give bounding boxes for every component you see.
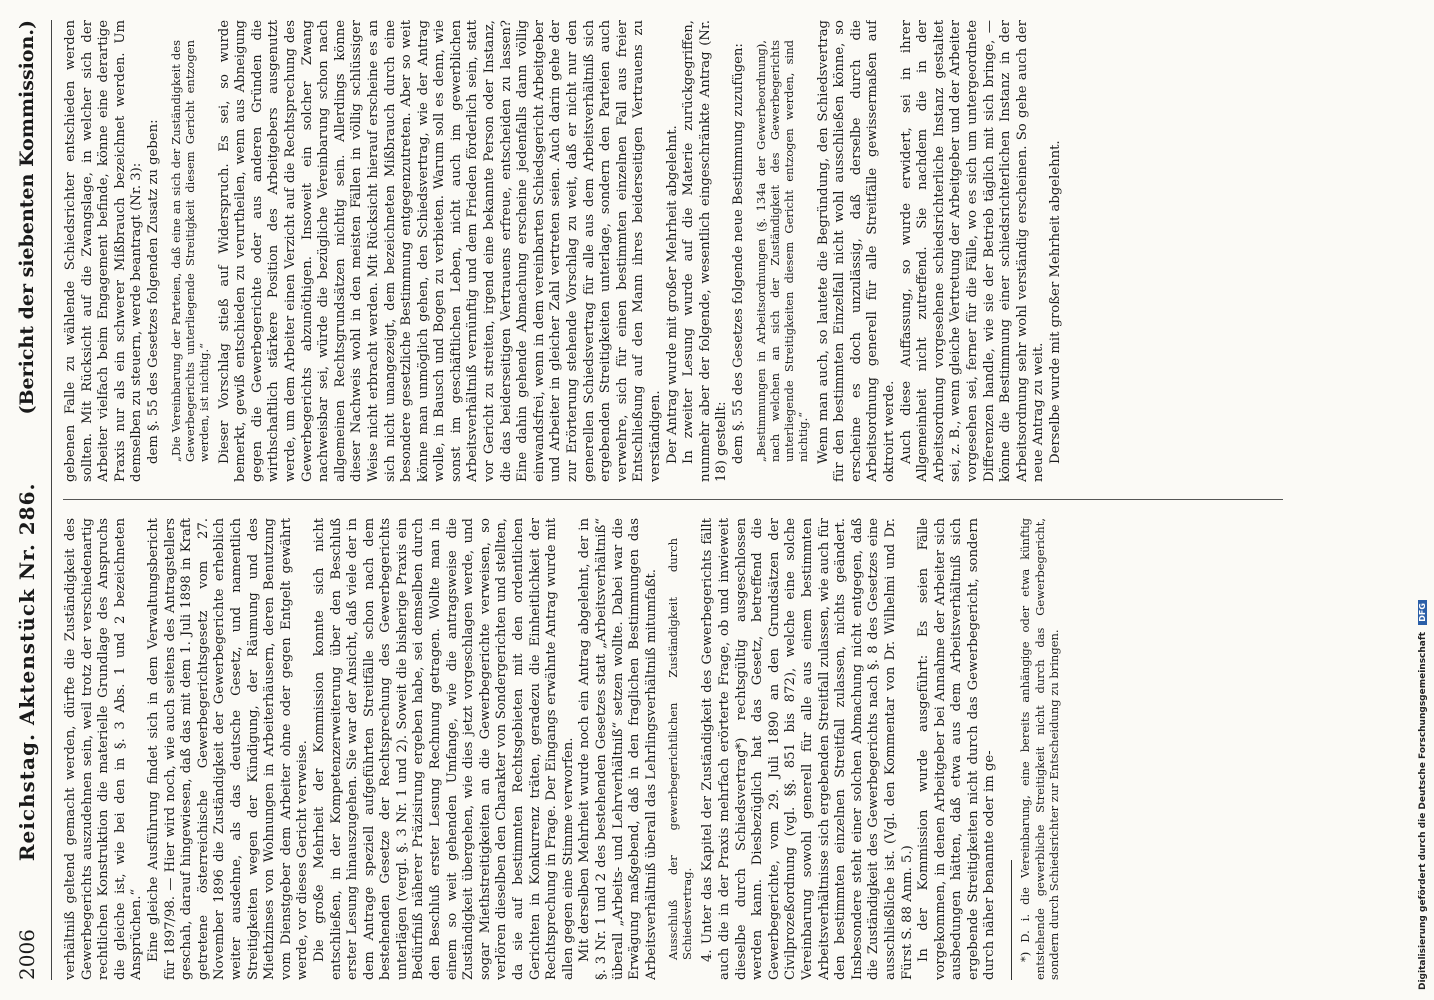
page-title: Reichstag. Aktenstück Nr. 286. — [15, 482, 39, 862]
digitization-note — [1418, 600, 1428, 990]
left-paragraph: 4. Unter das Kapitel der Zuständigkeit des Gewerbegerichts fällt auch die in der Praxis mehrfach erörterte Frage, ob und inwieweit dieselbe durch Schiedsvertrag*) rechtsgültig ausgeschlossen werden kann. Diesbezüglich hat das Gesetz, betreffend die Gewerbegerichte, vom 29. Juli 1890 an den Grundsätzen der Civilprozeßordnung (vgl. §§. 851 bis 872), welche eine solche Vereinbarung sowohl generell für alle aus einem bestimmten Arbeitsverhältnisse sich ergebenden Streitfall zulassen, wie auch für den bestimmten einzelnen Streitfall zulassen, nichts geändert. Insbesondere steht einer solchen Abmachung nicht entgegen, daß die Zuständigkeit des Gewerbegerichts nach §. 8 des Gesetzes eine ausschließliche ist. (Vgl. den Kommentar von Dr. Wilhelmi und Dr. Fürst S. 88 Anm. 5.) — [700, 518, 915, 980]
right-paragraph: Wenn man auch, so lautete die Begründung, den Schiedsvertrag für den bestimmten Einzelfall nicht wohl ausschließen könne, so erscheine es doch unzulässig, daß derselbe durch die Arbeitsordnung generell für alle Streitfälle gewissermaßen auf oktroirt werde. — [815, 20, 897, 482]
right-column — [63, 20, 1363, 482]
quoted-proposal: „Bestimmungen in Arbeitsordnungen (§. 134a der Gewerbeordnung), nach welchen an sich der Zuständigkeit des Gewerbegerichts unterliegende Streitigkeiten diesem Gericht entzogen werden, sind nichtig.“ — [753, 40, 810, 462]
right-paragraph: gebenen Falle zu wählende Schiedsrichter entschieden werden sollten. Mit Rücksicht auf die Zwangslage, in welcher sich der Arbeiter vielfach beim Engagement befinde, könne eine derartige Praxis nur als ein schwerer Mißbrauch bezeichnet werden. Um demselben zu steuern, werde beantragt (Nr. 3): — [63, 20, 145, 482]
right-paragraph: dem §. 55 des Gesetzes folgenden Zusatz zu geben: — [145, 119, 161, 464]
page-subtitle: (Bericht der siebenten Kommission.) — [16, 20, 38, 415]
quoted-proposal: „Die Vereinbarung der Parteien, daß eine an sich der Zuständigkeit des Gewerbegerichts unterliegende Streitigkeit diesem Gericht entzogen werden, ist nichtig.“ — [168, 40, 211, 462]
page-header — [7, 20, 47, 980]
left-paragraph: verhältniß geltend gemacht werden, dürfte die Zuständigkeit des Gewerbegerichts auszudehnen sein, weil trotz der verschiedenartig rechtlichen Konstruktion die materielle Grundlage des Anspruchs die gleiche ist, wie bei den in §. 3 Abs. 1 und 2 bezeichneten Ansprüchen.“ — [63, 518, 145, 980]
left-column — [63, 518, 1363, 980]
rotated-document-page — [7, 20, 1387, 980]
left-paragraph: In der Kommission wurde ausgeführt: Es seien Fälle vorgekommen, in denen Arbeitgeber bei Annahme der Arbeiter sich ausbedungen hätten, daß etwa aus dem Arbeitsverhältniß sich ergebende Streitigkeiten nicht durch das Gewerbegericht, sondern durch näher benannte oder im ge- — [916, 518, 998, 980]
right-paragraph: Auch diese Auffassung, so wurde erwidert, sei in ihrer Allgemeinheit nicht zutreffend. Sie nachdem die in der Arbeitsordnung vorgesehene schiedsrichterliche Instanz gestaltet sei, z. B., wenn gleiche Vertretung der Arbeitgeber und der Arbeiter vorgesehen sei, ferner für die Fälle, wo es sich um untergeordnete Differenzen handle, wie sie der Betrieb täglich mit sich bringe, — könne die Bestimmung einer schiedsrichterlichen Instanz in der Arbeitsordnung sehr wohl verständig erscheinen. So gehe auch der neue Antrag zu weit. — [898, 20, 1047, 482]
right-paragraph: Derselbe wurde mit großer Mehrheit abgelehnt. — [1047, 140, 1063, 464]
header-rule — [51, 20, 52, 980]
page-number: 2006 — [15, 929, 39, 980]
footnote: *) D. i. die Vereinbarung, eine bereits anhängige oder etwa künftig entstehende gewerbliche Streitigkeit nicht durch das Gewerbegericht, sondern durch Schiedsrichter zur Entscheidung zu bringen. — [1018, 518, 1062, 980]
left-paragraph: Mit derselben Mehrheit wurde noch ein Antrag abgelehnt, der in §. 3 Nr. 1 und 2 des bestehenden Gesetzes statt „Arbeitsverhältniß“ überall „Arbeits- und Lehrverhältniß“ setzen wollte. Dabei war die Erwägung maßgebend, daß in den fraglichen Bestimmungen das Arbeitsverhältniß überall das Lehrlingsverhältniß mitumfaßt. — [577, 518, 659, 980]
right-paragraph: In zweiter Lesung wurde auf die Materie zurückgegriffen, nunmehr aber der folgende, wesentlich eingeschränkte Antrag (Nr. 18) gestellt: — [681, 20, 730, 482]
right-paragraph: Dieser Vorschlag stieß auf Widerspruch. Es sei, so wurde bemerkt, gewiß entschieden zu verurtheilen, wenn aus Abneigung gegen die Gewerbegerichte oder aus anderen Gründen die wirthschaftlich stärkere Position des Arbeitgebers ausgenutzt werde, um dem Arbeiter einen Verzicht auf die Rechtsprechung des Gewerbegerichts abzunöthigen. Insoweit ein solcher Zwang nachweisbar sei, würde die bezügliche Vereinbarung schon nach allgemeinen Rechtsgrundsätzen nichtig sein. Allerdings könne dieser Nachweis wohl in den meisten Fällen in völlig schlüssiger Weise nicht erbracht werden. Mit Rücksicht hierauf erscheine es an sich nicht unangezeigt, dem bezeichneten Mißbrauch durch eine besondere gesetzliche Bestimmung entgegenzutreten. Aber so weit könne man unmöglich gehen, den Schiedsvertrag, wie der Antrag wolle, in Bausch und Bogen zu verbieten. Warum soll es denn, wie sonst im geschäftlichen Leben, nicht auch im gewerblichen Arbeitsverhältniß vernünftig und dem Frieden förderlich sein, statt vor Gericht zu streiten, irgend eine bekannte Person oder Instanz, die das beiderseitigen Vertrauens erfreue, entscheiden zu lassen? Eine dahin gehende Abmachung erscheine jedenfalls dann völlig einwandsfrei, wenn in dem vereinbarten Schiedsgericht Arbeitgeber und Arbeiter in gleicher Zahl vertreten seien. Auch darin gehe der zur Erörterung stehende Vorschlag zu weit, daß er nicht nur den generellen Schiedsvertrag für alle aus dem Arbeitsverhältniß sich ergebenden Streitigkeiten unterlage, sondern den Parteien auch verwehre, sich für einen bestimmten einzelnen Fall aus freier Entschließung auf den Mann ihres beiderseitigen Vertrauens zu verständigen. — [216, 20, 663, 482]
digitization-text: Digitalisierung gefördert durch die Deutsche Forschungsgemeinschaft — [1418, 631, 1428, 990]
footnote-rule — [1011, 860, 1012, 980]
right-paragraph: Der Antrag wurde mit großer Mehrheit abgelehnt. — [664, 125, 680, 464]
left-paragraph: Eine gleiche Ausführung findet sich in dem Verwaltungsbericht für 1897/98. — Hier wird noch, wie auch seitens des Antragstellers geschah, darauf hingewiesen, daß das mit dem 1. Juli 1898 in Kraft getretene österreichische Gewerbegerichtsgesetz vom 27. November 1896 die Zuständigkeit der Gewerbegerichte erheblich weiter ausdehne, als das deutsche Gesetz, und namentlich Streitigkeiten wegen der Kündigung, der Räumung und des Miethzinses von Wohnungen in Arbeiterhäusern, deren Benutzung vom Dienstgeber dem Arbeiter ohne oder gegen Entgelt gewährt werde, vor dieses Gericht verweise. — [145, 518, 311, 980]
column-divider — [63, 499, 1283, 500]
dfg-logo: DFG — [1418, 600, 1427, 625]
section-heading: Ausschluß der gewerbegerichtlichen Zuständigkeit durch Schiedsvertrag. — [666, 538, 695, 960]
right-paragraph: dem §. 55 des Gesetzes folgende neue Bestimmung zuzufügen: — [730, 43, 746, 464]
left-paragraph: Die große Mehrheit der Kommission konnte sich nicht entschließen, in der Kompetenzerweiterung über den Beschluß erster Lesung hinauszugehen. Sie war der Ansicht, daß viele der in dem Antrage speziell aufgeführten Streitfälle schon nach dem bestehenden Gesetze der Rechtsprechung des Gewerbegerichts unterlägen (vergl. §. 3 Nr. 1 und 2). Soweit die bisherige Praxis ein Bedürfniß näherer Präzisirung ergeben habe, sei demselben durch den Beschluß erster Lesung Rechnung getragen. Wollte man in einem so weit gehenden Umfange, wie die antragsweise die Zuständigkeit übergehen, wie dies jetzt vorgeschlagen werde, und sogar Miethstreitigkeiten an die Gewerbegerichte verweisen, so verlören dieselben den Charakter von Sondergerichten und stellten, da sie auf bestimmten Rechtsgebieten mit den ordentlichen Gerichten in Konkurrenz träten, geradezu die Einheitlichkeit der Rechtsprechung in Frage. Der Eingangs erwähnte Antrag wurde mit allen gegen eine Stimme verworfen. — [311, 518, 576, 980]
